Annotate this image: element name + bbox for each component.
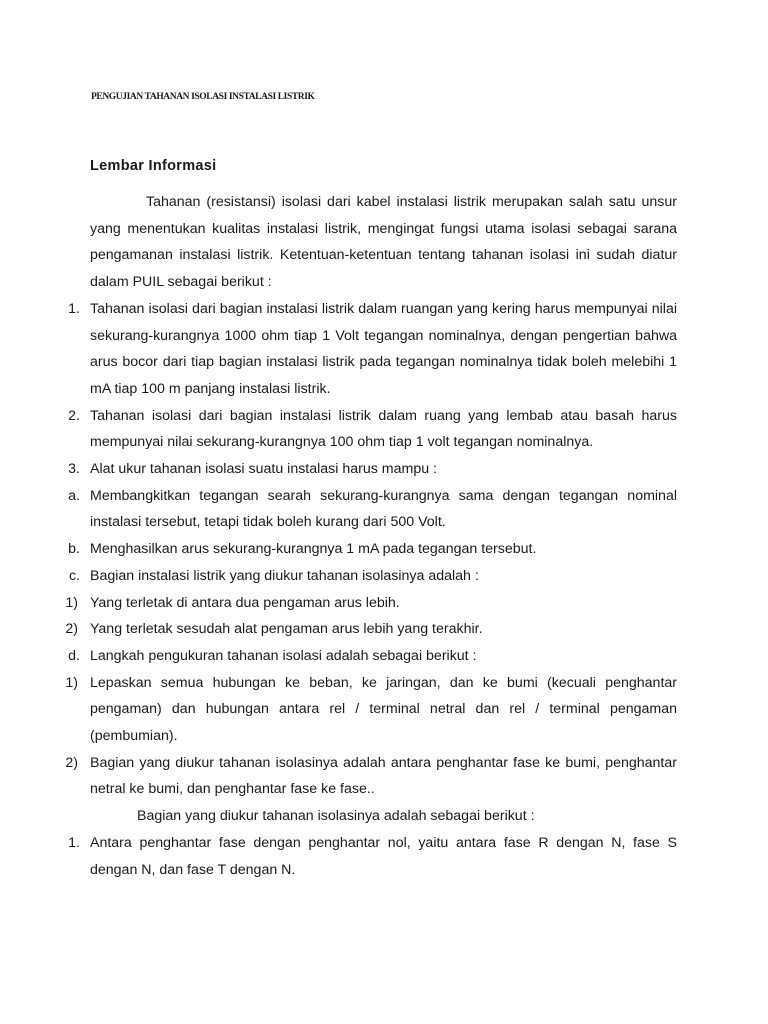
list-marker: 2. [68, 407, 80, 424]
list-item-text: Menghasilkan arus sekurang-kurangnya 1 mA pada tegangan tersebut. [90, 541, 537, 558]
list-marker: b. [68, 541, 80, 558]
document-body [0, 189, 768, 883]
list-marker: 2) [65, 621, 78, 638]
list-marker: 1) [65, 594, 78, 611]
list-item [65, 750, 677, 803]
document-header: PENGUJIAN TAHANAN ISOLASI INSTALASI LISTRIK [91, 92, 315, 102]
list-item-text: Yang terletak sesudah alat pengaman arus lebih yang terakhir. [90, 621, 483, 638]
list-item [68, 483, 677, 536]
list-item-text: Lepaskan semua hubungan ke beban, ke jaringan, dan ke bumi (kecuali penghantar pengaman) dan hubungan antara rel / terminal netral dan rel / terminal pengaman (pembumian). [90, 674, 677, 745]
list-item [68, 536, 677, 563]
list-marker: a. [68, 487, 80, 504]
list-marker: 1. [68, 834, 80, 851]
list-item [65, 616, 677, 643]
section-title: Lembar Informasi [90, 158, 217, 174]
intro-paragraph: Tahanan (resistansi) isolasi dari kabel instalasi listrik merupakan salah satu unsur yang menentukan kualitas instalasi listrik, mengingat fungsi utama isolasi sebagai sarana pengamanan instalasi listrik. Ketentuan-ketentuan tentang tahanan isolasi ini sudah diatur dalam PUIL sebagai berikut : [90, 194, 677, 291]
list-item-text: Langkah pengukuran tahanan isolasi adalah sebagai berikut : [90, 647, 477, 664]
list-item-text: Membangkitkan tegangan searah sekurang-kurangnya sama dengan tegangan nominal instalasi tersebut, tetapi tidak boleh kurang dari 500 Volt. [90, 487, 677, 531]
list-item [65, 670, 677, 750]
list-marker: 1) [65, 674, 78, 691]
sub-intro-paragraph: Bagian yang diukur tahanan isolasinya adalah sebagai berikut : [137, 808, 535, 825]
list-item [68, 403, 677, 456]
list-item [68, 563, 677, 590]
list-item-text: Antara penghantar fase dengan penghantar nol, yaitu antara fase R dengan N, fase S dengan N, dan fase T dengan N. [90, 834, 677, 878]
list-item [68, 643, 677, 670]
list-item [68, 830, 677, 883]
list-item-text: Bagian instalasi listrik yang diukur tahanan isolasinya adalah : [90, 567, 479, 584]
list-item-text: Alat ukur tahanan isolasi suatu instalasi harus mampu : [90, 461, 437, 478]
list-item-text: Tahanan isolasi dari bagian instalasi listrik dalam ruangan yang kering harus mempunyai nilai sekurang-kurangnya 1000 ohm tiap 1 Volt tegangan nominalnya, dengan pengertian bahwa arus bocor dari tiap bagian instalasi listrik pada tegangan nominalnya tidak boleh melebihi 1 mA tiap 100 m panjang instalasi listrik. [90, 300, 677, 397]
list-item [68, 456, 677, 483]
list-marker: 3. [68, 461, 80, 478]
list-item [65, 590, 677, 617]
list-item-text: Bagian yang diukur tahanan isolasinya adalah antara penghantar fase ke bumi, penghantar netral ke bumi, dan penghantar fase ke fase.. [90, 754, 677, 798]
list-item-text: Yang terletak di antara dua pengaman arus lebih. [90, 594, 400, 611]
list-marker: c. [68, 567, 80, 584]
list-item [68, 296, 677, 403]
list-marker: d. [68, 647, 80, 664]
list-marker: 2) [65, 754, 78, 771]
list-marker: 1. [68, 300, 80, 317]
list-item-text: Tahanan isolasi dari bagian instalasi listrik dalam ruang yang lembab atau basah harus mempunyai nilai sekurang-kurangnya 100 ohm tiap 1 volt tegangan nominalnya. [90, 407, 677, 451]
